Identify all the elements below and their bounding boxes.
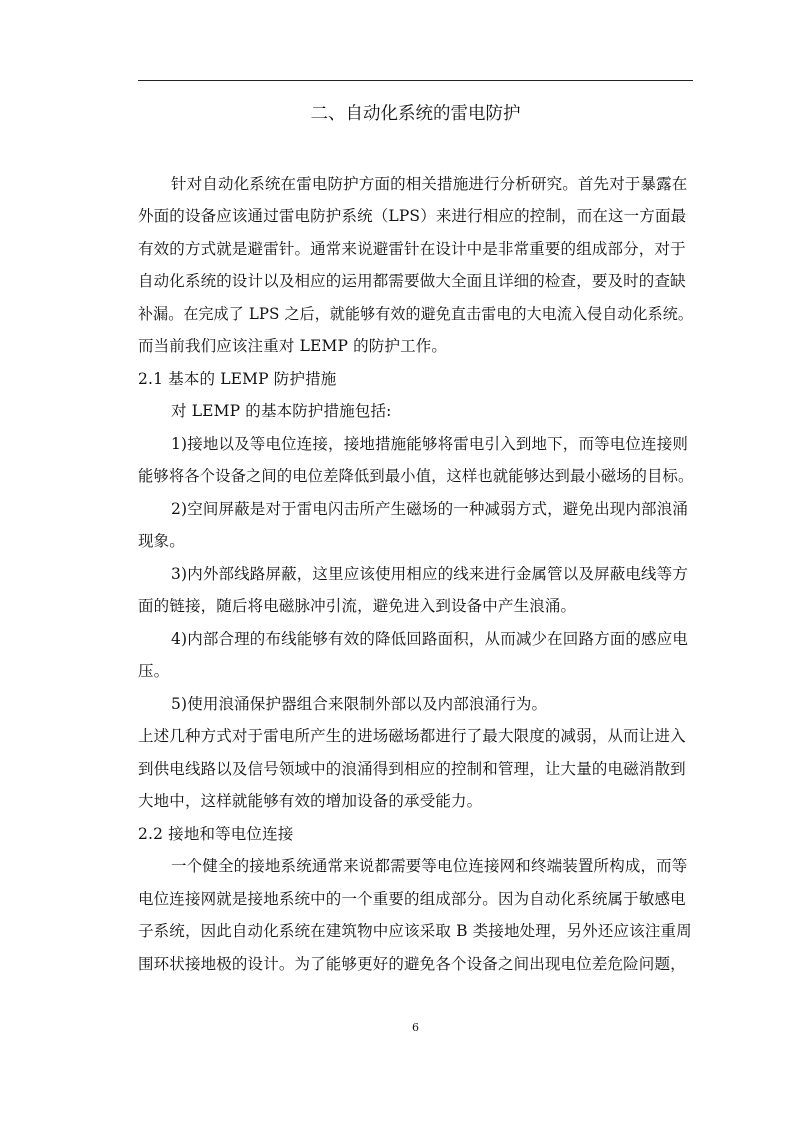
paragraph-line: 而当前我们应该注重对 LEMP 的防护工作。: [138, 337, 448, 355]
paragraph-line: 大地中，这样就能够有效的增加设备的承受能力。: [138, 792, 483, 810]
list-item-line: 压。: [138, 662, 170, 680]
list-item-line: 5)使用浪涌保护器组合来限制外部以及内部浪涌行为。: [171, 695, 548, 713]
paragraph-line: 围环状接地极的设计。为了能够更好的避免各个设备之间出现电位差危险问题，: [138, 955, 686, 973]
list-item-line: 现象。: [138, 532, 185, 550]
header-rule: [138, 80, 693, 81]
paragraph-line: 上述几种方式对于雷电所产生的进场磁场都进行了最大限度的减弱，从而让进入: [138, 727, 686, 745]
paragraph-line: 补漏。在完成了 LPS 之后，就能够有效的避免直击雷电的大电流入侵自动化系统。: [138, 305, 694, 323]
paragraph-line: 有效的方式就是避雷针。通常来说避雷针在设计中是非常重要的组成部分，对于: [138, 240, 686, 258]
paragraph-line: 子系统，因此自动化系统在建筑物中应该采取 B 类接地处理，另外还应该注重周: [138, 922, 692, 940]
paragraph-line: 自动化系统的设计以及相应的运用都需要做大全面且详细的检查，要及时的查缺: [138, 272, 686, 290]
list-item-line: 面的链接，随后将电磁脉冲引流，避免进入到设备中产生浪涌。: [138, 597, 577, 615]
list-item-line: 1)接地以及等电位连接，接地措施能够将雷电引入到地下，而等电位连接则: [171, 435, 689, 453]
subsection-heading: 2.2 接地和等电位连接: [138, 825, 294, 843]
paragraph-line: 对 LEMP 的基本防护措施包括:: [171, 402, 392, 420]
list-item-line: 2)空间屏蔽是对于雷电闪击所产生磁场的一种减弱方式，避免出现内部浪涌: [171, 500, 689, 518]
paragraph-line: 到供电线路以及信号领域中的浪涌得到相应的控制和管理，让大量的电磁消散到: [138, 760, 686, 778]
list-item-line: 能够将各个设备之间的电位差降低到最小值，这样也就能够达到最小磁场的目标。: [138, 467, 694, 485]
list-item-line: 4)内部合理的布线能够有效的降低回路面积，从而减少在回路方面的感应电: [171, 630, 689, 648]
paragraph-line: 一个健全的接地系统通常来说都需要等电位连接网和终端装置所构成，而等: [171, 857, 688, 875]
section-title: 二、自动化系统的雷电防护: [310, 104, 521, 124]
list-item-line: 3)内外部线路屏蔽，这里应该使用相应的线来进行金属管以及屏蔽电线等方: [171, 565, 689, 583]
paragraph-line: 外面的设备应该通过雷电防护系统（LPS）来进行相应的控制，而在这一方面最: [138, 207, 687, 225]
paragraph-line: 针对自动化系统在雷电防护方面的相关措施进行分析研究。首先对于暴露在: [171, 175, 688, 193]
subsection-heading: 2.1 基本的 LEMP 防护措施: [138, 370, 337, 388]
paragraph-line: 电位连接网就是接地系统中的一个重要的组成部分。因为自动化系统属于敏感电: [138, 890, 686, 908]
page-number: 6: [412, 1021, 419, 1034]
